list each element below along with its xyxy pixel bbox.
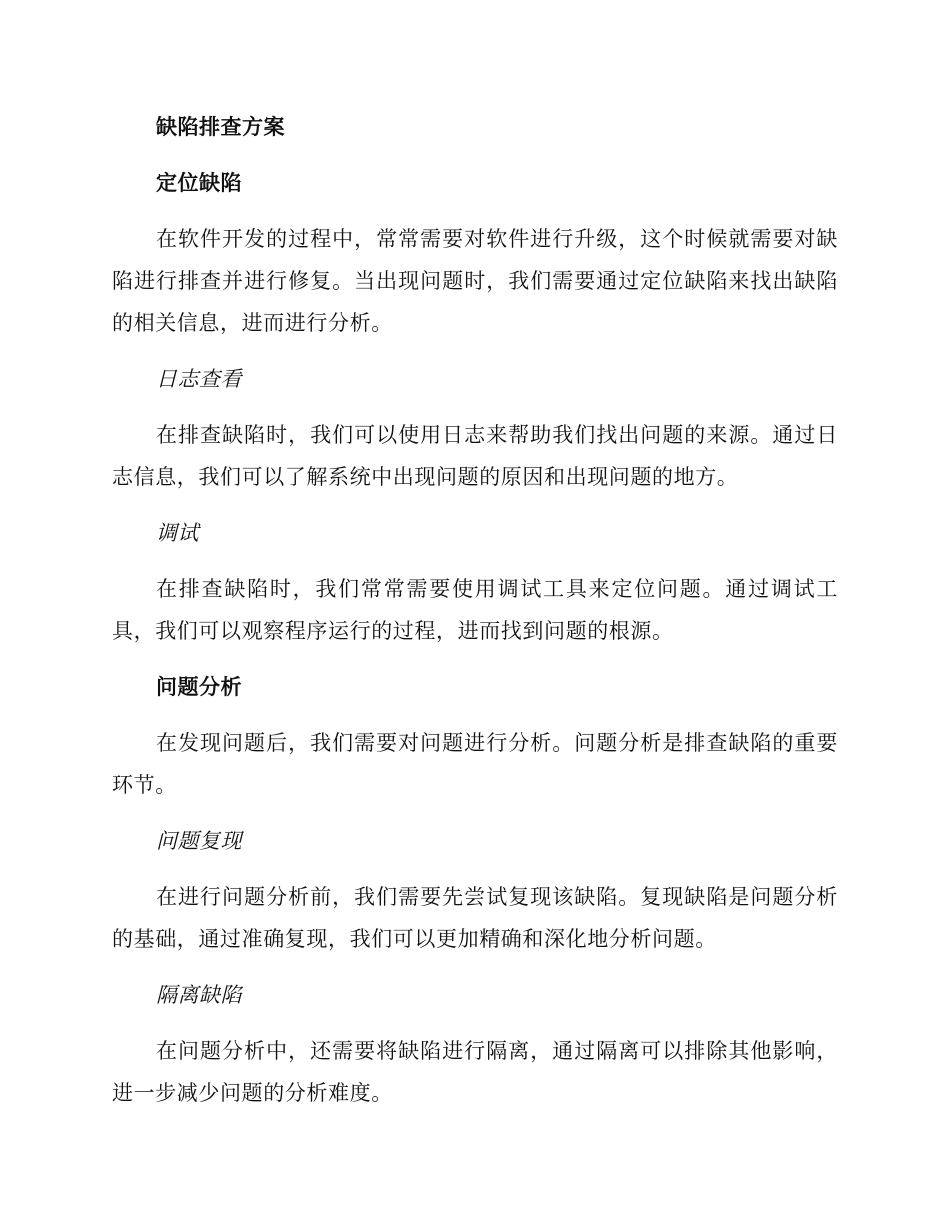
subsection-heading-problem-reproduction: 问题复现 — [156, 829, 242, 853]
subsection-text-problem-reproduction: 在进行问题分析前，我们需要先尝试复现该缺陷。复现缺陷是问题分析的基础，通过准确复现，我们可以更加精确和深化地分析问题。 — [112, 885, 838, 951]
subsection-heading-log-viewing: 日志查看 — [156, 367, 242, 391]
subsection-text-log-viewing: 在排查缺陷时，我们可以使用日志来帮助我们找出问题的来源。通过日志信息，我们可以了解系统中出现问题的原因和出现问题的地方。 — [112, 423, 838, 489]
document-title: 缺陷排查方案 — [156, 114, 285, 139]
section-intro-problem-analysis: 在发现问题后，我们需要对问题进行分析。问题分析是排查缺陷的重要环节。 — [112, 731, 838, 797]
section-intro-locate-defect: 在软件开发的过程中，常常需要对软件进行升级，这个时候就需要对缺陷进行排查并进行修复。当出现问题时，我们需要通过定位缺陷来找出缺陷的相关信息，进而进行分析。 — [112, 227, 838, 335]
subsection-text-defect-isolation: 在问题分析中，还需要将缺陷进行隔离，通过隔离可以排除其他影响，进一步减少问题的分析难度。 — [112, 1039, 838, 1105]
subsection-heading-debugging: 调试 — [156, 521, 199, 545]
subsection-heading-defect-isolation: 隔离缺陷 — [156, 983, 242, 1007]
section-heading-locate-defect: 定位缺陷 — [156, 170, 242, 195]
subsection-text-debugging: 在排查缺陷时，我们常常需要使用调试工具来定位问题。通过调试工具，我们可以观察程序运行的过程，进而找到问题的根源。 — [112, 577, 838, 643]
section-heading-problem-analysis: 问题分析 — [156, 674, 242, 699]
